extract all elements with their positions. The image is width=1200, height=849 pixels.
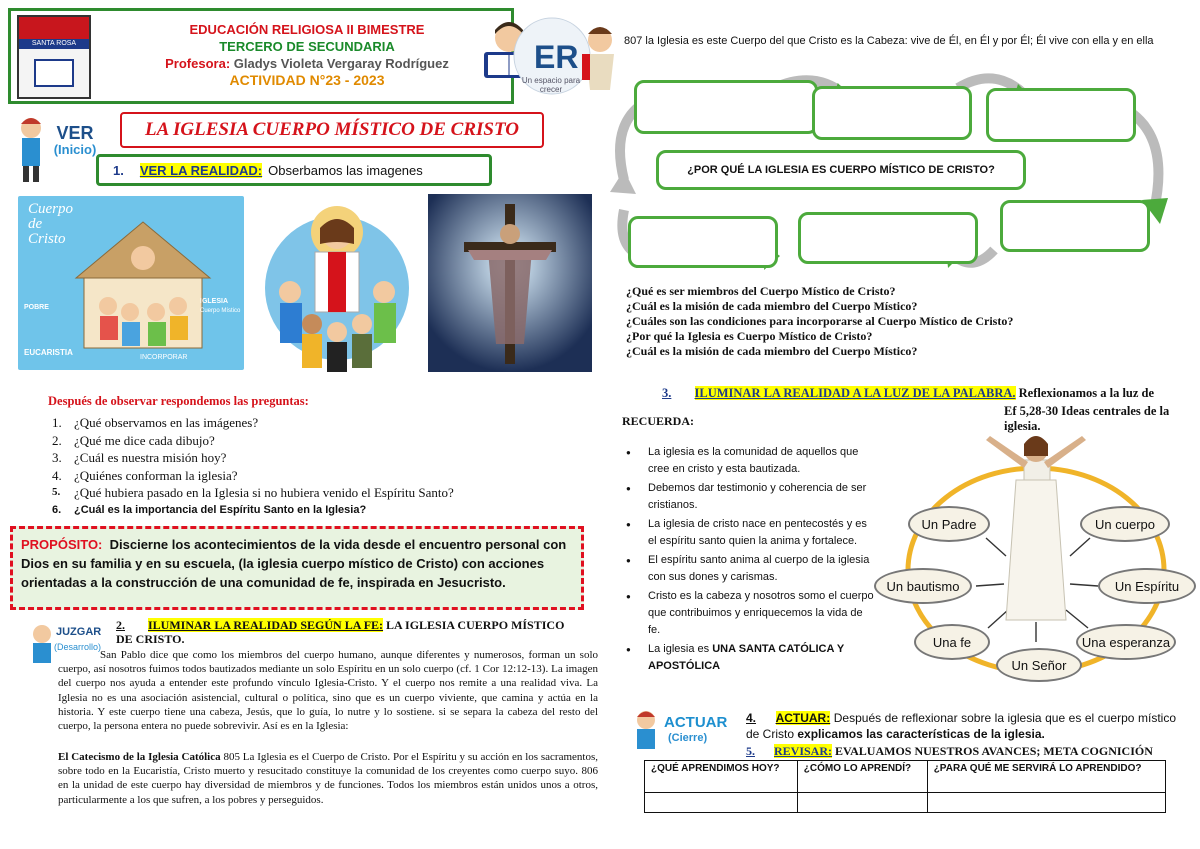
cuerpo-de-cristo-image (18, 196, 244, 370)
question-number: 5. (52, 486, 61, 498)
header-box (8, 8, 514, 104)
section2-heading (116, 618, 596, 646)
image1-title-1: Cuerpo (28, 201, 73, 217)
right-questions (626, 284, 1013, 359)
section5-rest: EVALUAMOS NUESTROS AVANCES; META COGNICIÓN (835, 744, 1153, 758)
question-item (52, 432, 454, 450)
section5-number: 5. (746, 744, 755, 758)
section5-label: REVISAR: (774, 744, 833, 758)
section4-label: ACTUAR: (775, 711, 831, 725)
juzgar-line2: (Desarrollo) (54, 642, 102, 652)
section5-heading (746, 744, 1153, 759)
cycle-box-1[interactable] (634, 80, 818, 134)
question-item (52, 502, 454, 520)
section3-label: ILUMINAR LA REALIDAD A LA LUZ DE LA PALABRA. (694, 386, 1016, 400)
question-text: ¿Cuál es nuestra misión hoy? (74, 450, 227, 465)
header-text (107, 21, 507, 89)
oval-un-bautismo: Un bautismo (874, 568, 972, 604)
question-text: ¿Qué hubiera pasado en la Iglesia si no hubiera venido el Espíritu Santo? (74, 485, 454, 500)
table-header-cell: ¿QUÉ APRENDIMOS HOY? (645, 761, 798, 793)
recuerda-last-prefix: La iglesia es (648, 643, 710, 655)
actuar-line1: ACTUAR (664, 714, 728, 731)
right-question: ¿Por qué la Iglesia es Cuerpo Místico de Cristo? (626, 329, 873, 343)
actuar-badge (628, 708, 738, 756)
logo-tagline: Un espacio para crecer (521, 76, 581, 94)
purpose-label: PROPÓSITO: (21, 537, 103, 552)
recuerda-heading: RECUERDA: (622, 414, 694, 428)
page-title: LA IGLESIA CUERPO MÍSTICO DE CRISTO (120, 112, 544, 148)
questions-heading: Después de observar respondemos las preguntas: (48, 394, 309, 408)
image1-iglesia: IGLESIA (200, 298, 229, 305)
question-number: 4. (52, 467, 62, 483)
purpose-box (10, 526, 584, 610)
recuerda-item: ● La iglesia de cristo nace en pentecostés y es el espíritu santo quien la anima y fortalece. (626, 516, 874, 550)
recuerda-item: ● Debemos dar testimonio y coherencia de ser cristianos. (626, 480, 874, 514)
ver-badge-line2: (Inicio) (53, 142, 97, 157)
question-number: 2. (52, 432, 62, 448)
section2-number: 2. (116, 618, 125, 632)
image1-title-2: de (28, 216, 43, 232)
cycle-box-4[interactable] (1000, 200, 1150, 252)
actuar-character-icon (628, 708, 668, 756)
section3-line2: Ef 5,28-30 Ideas centrales de la iglesia. (1004, 404, 1170, 433)
oval-una-fe: Una fe (914, 624, 990, 660)
section4-text (746, 710, 1176, 742)
section3-heading (662, 386, 1154, 401)
ver-character-icon (14, 114, 48, 184)
oval-un-cuerpo: Un cuerpo (1080, 506, 1170, 542)
oval-un-padre: Un Padre (908, 506, 990, 542)
crest-name: SANTA ROSA (19, 39, 89, 49)
table-row (645, 793, 1166, 813)
questions-list (52, 414, 454, 519)
section3-number: 3. (662, 386, 672, 400)
step1-label: VER LA REALIDAD: (139, 162, 263, 178)
right-question: ¿Cuál es la misión de cada miembro del Cuerpo Místico? (626, 344, 918, 358)
table-header-cell: ¿PARA QUÉ ME SERVIRÁ LO APRENDIDO? (927, 761, 1165, 793)
image1-eucaristia: EUCARISTIA (24, 348, 73, 357)
step1-text: Obserbamos las imagenes (268, 162, 423, 178)
question-item (52, 414, 454, 432)
teacher-label: Profesora: (165, 56, 231, 71)
cycle-center-question: ¿POR QUÉ LA IGLESIA ES CUERPO MÍSTICO DE CRISTO? (656, 150, 1026, 190)
question-number: 6. (52, 503, 62, 516)
catechism-label: El Catecismo de la Iglesia Católica (58, 751, 221, 763)
recuerda-item: ● El espíritu santo anima al cuerpo de la iglesia con sus dones y carismas. (626, 552, 874, 586)
section4-body: Después de reflexionar sobre la iglesia que es el cuerpo místico de Cristo (746, 711, 1176, 741)
image1-title-3: Cristo (28, 231, 66, 247)
section4-number: 4. (746, 711, 757, 725)
question-text: ¿Qué me dice cada dibujo? (74, 432, 215, 448)
table-header-cell: ¿CÓMO LO APRENDÍ? (797, 761, 927, 793)
question-text: ¿Qué observamos en las imágenes? (74, 415, 259, 430)
step1-box (96, 154, 492, 186)
table-row (645, 761, 1166, 793)
question-item (52, 467, 454, 485)
cycle-box-2[interactable] (812, 86, 972, 140)
purpose-text: Discierne los acontecimientos de la vida desde el encuentro personal con Dios en su familia y en su escuela, (la iglesia cuerpo místico de Cristo) con acciones orientadas a la construcción de una comunidad de fe, inspirada en Jesucristo. (21, 537, 567, 590)
section2-title: LA IGLESIA CUERPO MÍSTICO (386, 618, 565, 632)
right-top-text: 807 la Iglesia es este Cuerpo del que Cristo es la Cabeza: vive de Él, en Él y por Él; Él vive con ella y en ella (624, 35, 1154, 47)
oval-un-espiritu: Un Espíritu (1098, 568, 1196, 604)
school-crest (17, 15, 91, 99)
cycle-box-6[interactable] (628, 216, 778, 268)
jesus-with-people-image (260, 192, 414, 374)
recuerda-item: ● La iglesia es la comunidad de aquellos que cree en cristo y esta bautizada. (626, 444, 874, 478)
oval-una-esperanza: Una esperanza (1076, 624, 1176, 660)
crucifix-mosaic-image (428, 194, 592, 372)
step1-number: 1. (113, 162, 124, 178)
section2-title-line2: DE CRISTO. (116, 632, 185, 646)
section2-paragraph1: San Pablo dice que como los miembros del cuerpo humano, aunque diferentes y numerosos, forman un solo cuerpo, así nosotros fuimos todos bautizados mediante un solo Espíritu en un solo cuerpo (cf. 1 Cor 12:12-13). La imagen del cuerpo nos ayuda a entender este profundo vínculo Iglesia-Cristo. Y el cuerpo nos remite a una realidad viva. La Iglesia no es una asociación asistencial, cultural o política, sino que es un cuerpo viviente, que camina y actúa en la historia. Y este cuerpo tiene una cabeza, Jesús, que lo guía, lo nutre y lo sostiene. si se separa la cabeza del resto del cuerpo, la persona entera no puede sobrevivir. Así es en la Iglesia: (58, 649, 598, 733)
image1-incorporar: INCORPORAR (140, 354, 188, 361)
section4-bold: explicamos las características de la iglesia. (797, 727, 1045, 741)
church-body-illustration (58, 216, 228, 356)
book-icon (34, 59, 74, 87)
cycle-box-5[interactable] (798, 212, 978, 264)
catechism-text: 805 La Iglesia es el Cuerpo de Cristo. Por el Espíritu y su acción en los sacramentos, sobre todo en la Eucaristía, Cristo muerto y resucitado constituye la comunidad de los creyentes como cuerpo suyo. 806 en la unidad de este cuerpo hay diversidad de miembros y de funciones. Todos los miembros están unidos unos a otros, particularmente a los que sufren, a los pobres y perseguidos. (58, 751, 598, 806)
ver-badge-line1: VER (56, 123, 94, 143)
teacher-name: Gladys Violeta Vergaray Rodríguez (233, 56, 449, 71)
section3-rest: Reflexionamos a la luz de (1018, 386, 1155, 400)
header-line-2: TERCERO DE SECUNDARIA (219, 39, 395, 54)
right-question: ¿Cuál es la misión de cada miembro del Cuerpo Místico? (626, 299, 918, 313)
image1-iglesia-sub: Cuerpo Místico (200, 308, 241, 314)
question-item (52, 449, 454, 467)
crest-flag (19, 17, 89, 39)
oval-un-senor: Un Señor (996, 648, 1082, 682)
metacognition-table (644, 760, 1166, 813)
question-text: ¿Quiénes conforman la iglesia? (74, 467, 238, 483)
right-question: ¿Cuáles son las condiciones para incorporarse al Cuerpo Místico de Cristo? (626, 314, 1014, 328)
jesus-figure (986, 436, 1086, 620)
recuerda-item (626, 641, 874, 675)
question-item (52, 484, 454, 502)
header-activity: ACTIVIDAD N°23 - 2023 (229, 72, 385, 88)
question-number: 3. (52, 450, 62, 465)
recuerda-item: ● Cristo es la cabeza y nosotros somo el cuerpo que contribuimos y enriquecemos la vida de fe. (626, 588, 874, 639)
question-number: 1. (52, 415, 62, 430)
recuerda-list (626, 444, 874, 677)
svg-text:ER: ER (534, 39, 579, 75)
answer-cell[interactable] (797, 793, 927, 813)
juzgar-line1: JUZGAR (56, 626, 102, 638)
question-text: ¿Cuál es la importancia del Espíritu Santo en la Iglesia? (74, 503, 367, 516)
cycle-box-3[interactable] (986, 88, 1136, 142)
answer-cell[interactable] (645, 793, 798, 813)
section2-paragraph2 (58, 750, 598, 807)
actuar-line2: (Cierre) (668, 732, 708, 744)
image1-pobre: POBRE (24, 304, 49, 311)
header-teacher (107, 55, 507, 72)
section2-label: ILUMINAR LA REALIDAD SEGÚN LA FE: (148, 618, 384, 632)
recuerda-last-bold: UNA SANTA CATÓLICA Y APOSTÓLICA (648, 643, 845, 672)
answer-cell[interactable] (927, 793, 1165, 813)
right-question: ¿Qué es ser miembros del Cuerpo Místico de Cristo? (626, 284, 896, 298)
header-line-1: EDUCACIÓN RELIGIOSA II BIMESTRE (189, 22, 425, 37)
